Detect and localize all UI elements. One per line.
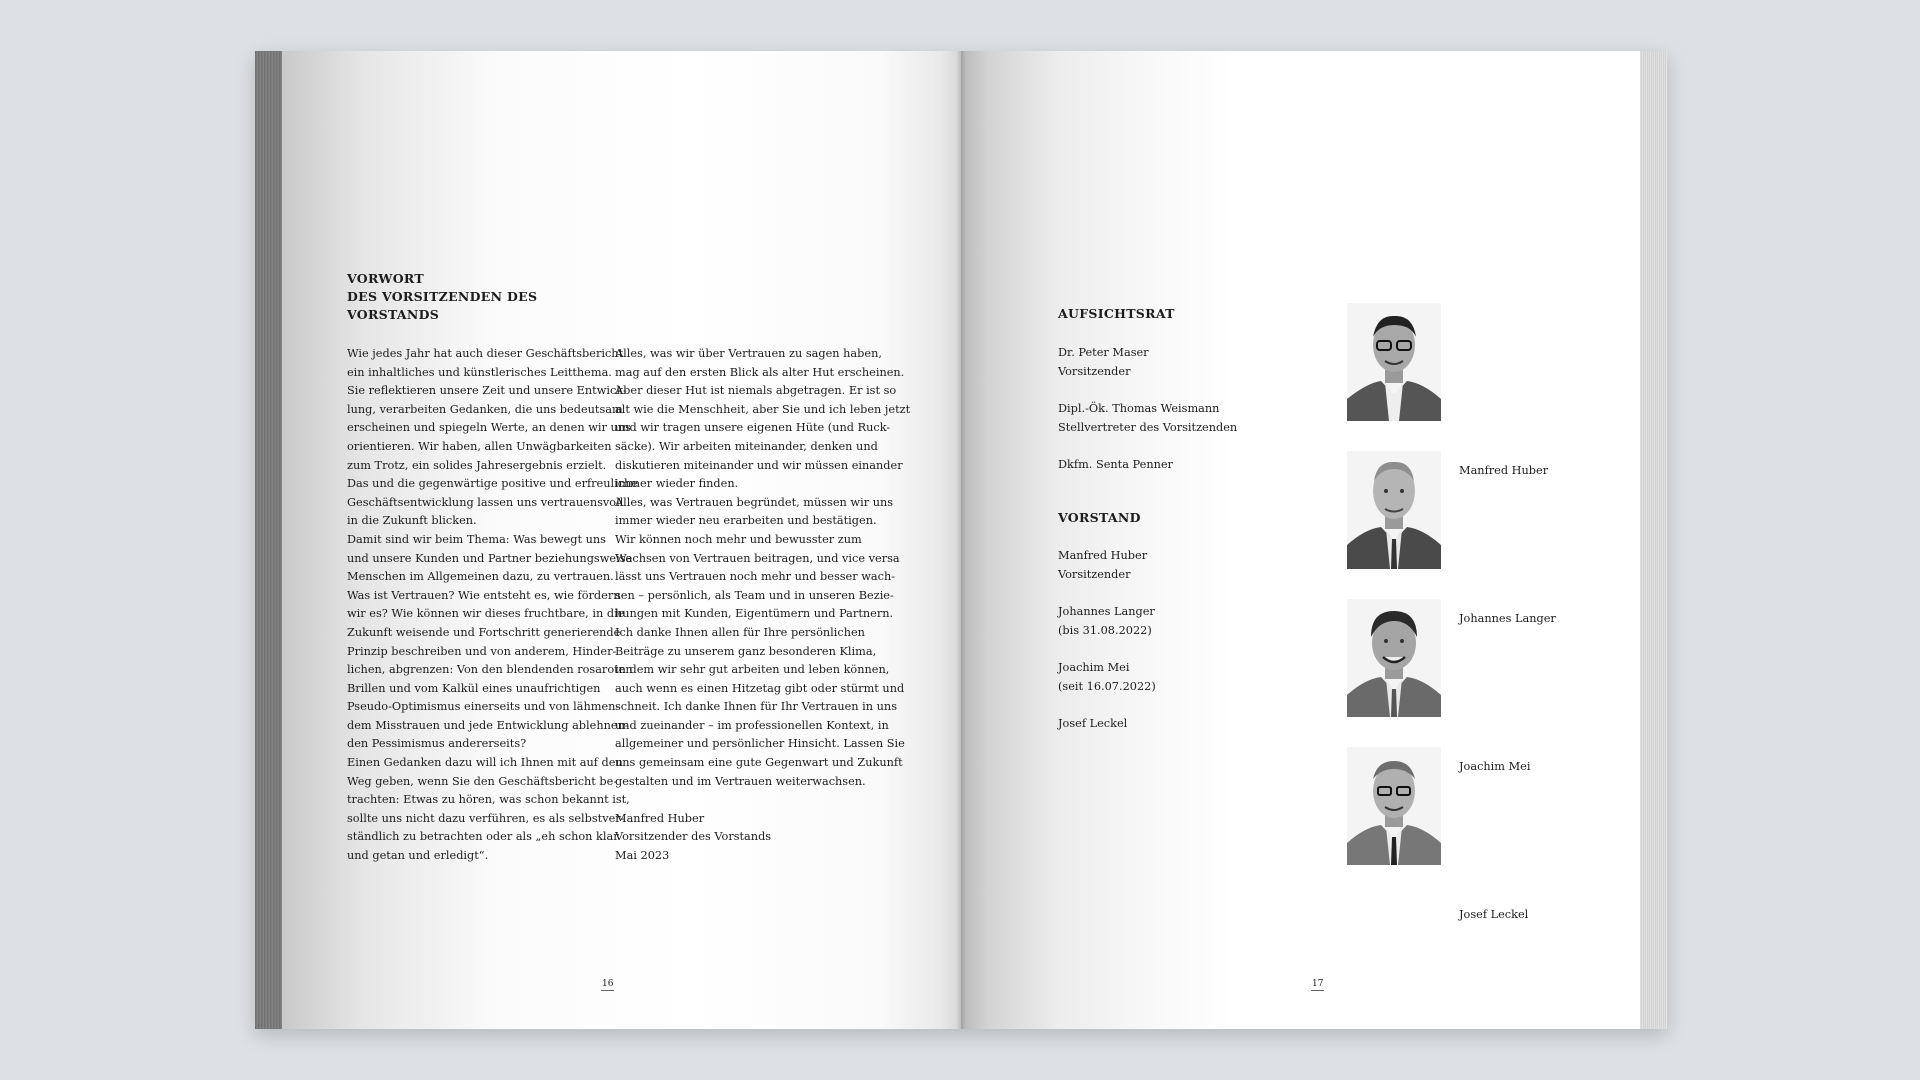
board-member [1058, 659, 1156, 696]
foreword-title-line: VORWORT [347, 271, 424, 286]
member-role: Stellvertreter des Vorsitzenden [1058, 420, 1238, 434]
board-member [1058, 456, 1173, 475]
board-member [1058, 603, 1155, 640]
member-role: (seit 16.07.2022) [1058, 679, 1156, 693]
member-role: Vorsitzender [1058, 567, 1131, 581]
member-name: Josef Leckel [1058, 717, 1128, 730]
board-member [1058, 400, 1237, 437]
member-role: (bis 31.08.2022) [1058, 623, 1152, 637]
aufsichtsrat-heading: AUFSICHTSRAT [1058, 306, 1175, 321]
board-member [1058, 344, 1149, 381]
foreword-column-right: Alles, was wir über Vertrauen zu sagen haben, mag auf den ersten Blick als alter Hut erscheinen. Aber dieser Hut ist niemals abgetragen. Er ist so alt wie die Menschheit, aber Sie und ich leben jetzt und wir tragen unsere eigenen Hüte (und Ruck- säcke). Wir arbeiten miteinander, denken und diskutieren miteinander und wir müssen einander immer wieder finden. Alles, was Vertrauen begründet, müssen wir uns immer wieder neu erarbeiten und bestätigen. Wir können noch mehr und bewusster zum Wachsen von Vertrauen beitragen, und vice versa lässt uns Vertrauen noch mehr und besser wach- sen – persönlich, als Team und in unseren Bezie- hungen mit Kunden, Eigentümern und Partnern. Ich danke Ihnen allen für Ihre persönlichen Beiträge zu unserem ganz besonderen Klima, in dem wir sehr gut arbeiten und leben können, auch wenn es einen Hitzetag gibt oder stürmt und schneit. Ich danke Ihnen für Ihr Vertrauen in uns und zueinander – im professionellen Kontext, in allgemeiner und persönlicher Hinsicht. Lassen Sie uns gemeinsam eine gute Gegenwart und Zukunft gestalten und im Vertrauen weiterwachsen. Manfred Huber Vorsitzender des Vorstands Mai 2023 [615, 347, 911, 863]
foreword-title-line: VORSTANDS [347, 307, 440, 322]
page-number-right: 17 [1312, 979, 1324, 989]
page-stack-left-edge [255, 51, 282, 1029]
right-page [961, 51, 1640, 1029]
member-name: Joachim Mei [1058, 661, 1130, 674]
left-page [282, 51, 961, 1029]
portrait-caption: Johannes Langer [1459, 612, 1556, 625]
member-name: Dr. Peter Maser [1058, 346, 1149, 359]
portrait-caption: Joachim Mei [1459, 760, 1531, 773]
portrait-photo [1347, 747, 1441, 865]
member-name: Johannes Langer [1058, 605, 1155, 618]
page-stack-right-edge [1640, 51, 1667, 1029]
foreword-column-left: Wie jedes Jahr hat auch dieser Geschäftsbericht ein inhaltliches und künstlerisches Leitthema. Sie reflektieren unsere Zeit und unsere Entwick- lung, verarbeiten Gedanken, die uns bedeutsam erscheinen und spiegeln Werte, an denen wir uns orientieren. Wir haben, allen Unwägbarkeiten zum Trotz, ein solides Jahresergebnis erzielt. Das und die gegenwärtige positive und erfreuliche Geschäftsentwicklung lassen uns vertrauensvoll in die Zukunft blicken. Damit sind wir beim Thema: Was bewegt uns und unsere Kunden und Partner beziehungsweise Menschen im Allgemeinen dazu, zu vertrauen. Was ist Vertrauen? Wie entsteht es, wie fördern wir es? Wie können wir dieses fruchtbare, in die Zukunft weisende und Fortschritt generierende Prinzip beschreiben und von anderem, Hinder- lichen, abgrenzen: Von den blendenden rosaroten Brillen und vom Kalkül eines unaufrichtigen Pseudo-Optimismus einerseits und von lähmen- dem Misstrauen und jede Entwicklung ablehnen- den Pessimismus andererseits? Einen Gedanken dazu will ich Ihnen mit auf den Weg geben, wenn Sie den Geschäftsbericht be- trachten: Etwas zu hören, was schon bekannt ist, sollte uns nicht dazu verführen, es als selbstver- ständlich zu betrachten oder als „eh schon klar und getan und erledigt“. [347, 347, 639, 863]
portrait-photo [1347, 303, 1441, 421]
vorstand-heading: VORSTAND [1058, 510, 1141, 525]
member-name: Manfred Huber [1058, 549, 1148, 562]
book-spine-shadow [956, 51, 966, 1029]
foreword-title [347, 270, 547, 324]
board-member [1058, 547, 1147, 584]
member-role: Vorsitzender [1058, 364, 1131, 378]
foreword-title-line: DES VORSITZENDEN DES [347, 289, 538, 304]
portrait-caption: Josef Leckel [1459, 908, 1529, 921]
member-name: Dipl.-Ök. Thomas Weismann [1058, 402, 1220, 415]
board-member [1058, 715, 1127, 734]
member-name: Dkfm. Senta Penner [1058, 458, 1173, 471]
portrait-photo [1347, 451, 1441, 569]
portrait-caption: Manfred Huber [1459, 464, 1549, 477]
page-number-left: 16 [602, 979, 614, 989]
portrait-photo [1347, 599, 1441, 717]
